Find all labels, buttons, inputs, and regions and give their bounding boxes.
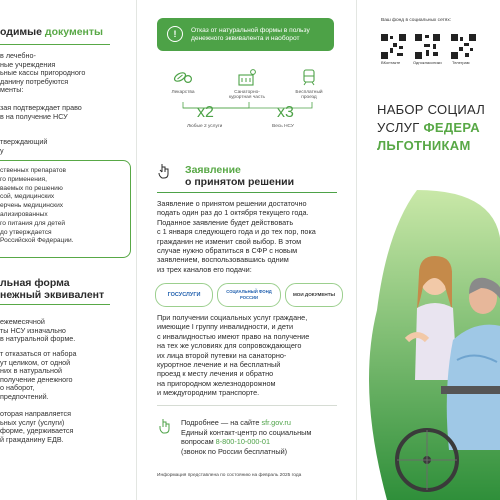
monetary-form-heading: льная форма нежный эквивалент (0, 277, 105, 301)
x3-caption: Весь НСУ (272, 124, 294, 129)
title-decision: о принятом решении (185, 176, 295, 188)
qr-telegram-icon[interactable] (451, 34, 476, 59)
family-photo (357, 190, 500, 500)
right-panel (356, 0, 500, 500)
x2-caption: Любые 2 услуги (187, 124, 223, 129)
heading2-underline (0, 304, 110, 305)
title-underline (157, 192, 337, 193)
monetary-text-3: оторая направляется ьных услуг (услуги) форме, удерживается й гражданину ЕДВ. (0, 409, 74, 444)
qr-vk-icon[interactable] (381, 34, 406, 59)
footnote: Информация представлена по состоянию на февраль 2025 года (157, 473, 302, 478)
medications-text: ственных препаратов го применения, ваемых по решению сой, медицинских ерчень медицинских ализированных го питания для детей до утверждается Российской Федерации. (0, 167, 74, 245)
contacts-text: Подробнее — на сайте sfr.gov.ru Единый контакт-центр по социальным вопросам 8-800-10-000-01 (звонок по России бесплатный) (181, 418, 312, 456)
documents-text-1: в лечебно- ные учреждения ьные кассы пригородного данину потребуются менты: (0, 51, 86, 95)
qr-label-vk: ВКонтакте (381, 60, 401, 65)
contacts-divider (157, 405, 337, 406)
sanatorium-icon (236, 68, 258, 86)
monetary-text-1: ежемесячной ты НСУ изначально в натуральной форме. (0, 317, 76, 344)
qr-label-telegram: Телеграм (452, 60, 470, 65)
sfr-logo: СОЦИАЛЬНЫЙ ФОНД РОССИИ (217, 283, 281, 307)
title-line-3: ЛЬГОТНИКАМ (377, 138, 471, 153)
middle-panel (136, 0, 357, 500)
left-panel (0, 0, 136, 500)
hand-pointer-icon (157, 163, 171, 179)
option-medicines: Лекарства (163, 68, 203, 95)
documents-text-2: зая подтверждает право в на получение НСУ (0, 103, 82, 121)
info-icon: ! (167, 26, 183, 42)
site-link[interactable]: sfr.gov.ru (261, 418, 291, 427)
qr-ok-icon[interactable] (415, 34, 440, 59)
title-line-2: УСЛУГ ФЕДЕРА (377, 120, 480, 135)
x3-label: x3 (277, 104, 294, 121)
required-documents-heading: одимые документы (0, 26, 103, 38)
notice-text: Отказ от натуральной формы в пользу денежного эквивалента и наоборот (191, 27, 310, 42)
option-sanatorium: Санаторно-курортная часть (227, 68, 267, 100)
train-icon (298, 68, 320, 86)
option-travel: Бесплатный проезд (289, 68, 329, 100)
title-statement: Заявление (185, 164, 241, 176)
x2-label: x2 (197, 104, 214, 121)
pills-icon (172, 68, 194, 86)
social-heading: Ваш фонд в социальных сетях: (381, 18, 452, 23)
my-documents-logo: МОИ ДОКУМЕНТЫ (285, 283, 343, 307)
phone-link[interactable]: 8-800-10-000-01 (215, 437, 271, 447)
notice-box (157, 18, 334, 51)
qr-label-ok: Одноклассники (413, 60, 442, 65)
title-line-1: НАБОР СОЦИАЛ (377, 102, 486, 117)
monetary-text-2: т отказаться от набора ут целиком, от одной них в натуральной получение денежного о наборот, предпочтений. (0, 349, 77, 401)
heading-underline (0, 44, 110, 45)
statement-paragraph: Заявление о принятом решении достаточно подать один раз до 1 октября текущего года. Поданное заявление будет действовать с 1 января следующего года и до тех пор, пока гражданин не изменит свой выбор. В этом случае нужно обратиться в СФР с новым заявлением, воспользовавшись одним из трех каналов его подачи: (157, 199, 316, 274)
pointer-icon (159, 418, 171, 434)
gosuslugi-logo: ГОСУСЛУГИ (155, 283, 213, 307)
second-trip-paragraph: При получении социальных услуг гражданe, имеющие I группу инвалидности, и дети с инвалидностью имеют право на получение на тех же условиях для сопровождающего их лица второй путевки на санаторно- курортное лечение и на бесплатный проезд к месту лечения и обратно на пригородном железнодорожном и междугородним транспорте. (157, 313, 310, 398)
documents-text-3: тверждающий у (0, 137, 48, 155)
